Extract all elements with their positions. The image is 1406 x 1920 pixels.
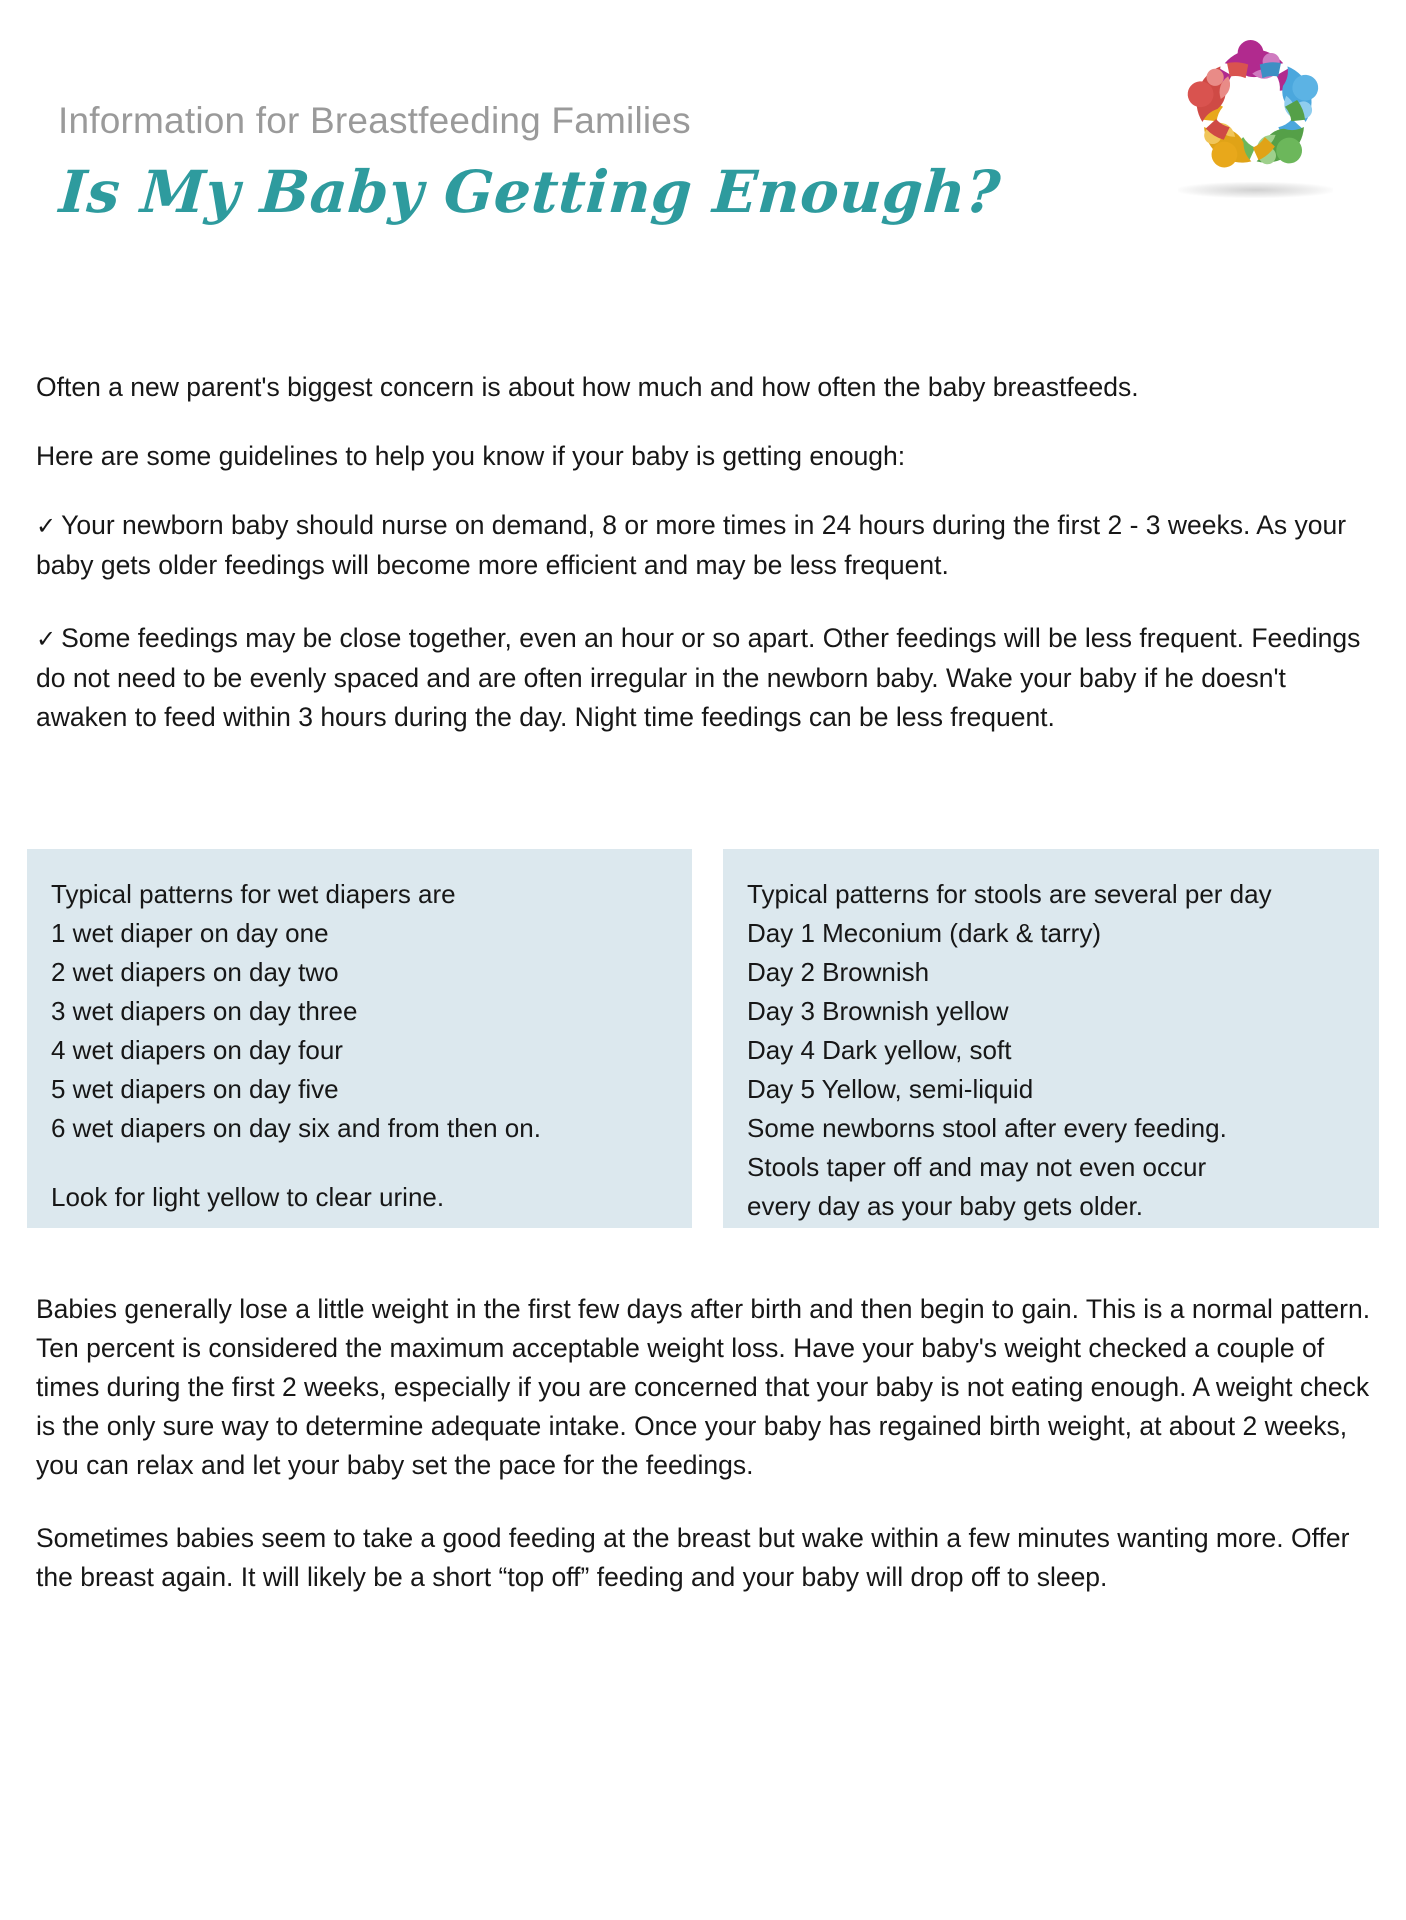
stools-line: Stools taper off and may not even occur — [747, 1152, 1207, 1182]
intro-section — [36, 368, 1376, 737]
checkmark-icon: ✓ — [36, 626, 57, 653]
stools-box — [723, 849, 1379, 1228]
closing-paragraph-1: Babies generally lose a little weight in the first few days after birth and then begin to gain. This is a normal pattern. Ten percent is considered the maximum acceptable weight loss. Have your baby's weight checked a couple of times during the first 2 weeks, especially if you are concerned that your baby is not eating enough. A weight check is the only sure way to determine adequate intake. Once your baby has regained birth weight, at about 2 weeks, you can relax and let your baby set the pace for the feedings. — [36, 1294, 1371, 1480]
bullet-item-2-text: Some feedings may be close together, even an hour or so apart. Other feedings will be less frequent. Feedings do not need to be evenly spaced and are often irregular in the newborn baby. Wake your baby if he doesn't awaken to feed within 3 hours during the day. Night time feedings can be less frequent. — [36, 623, 1361, 732]
intro-paragraph-1: Often a new parent's biggest concern is about how much and how often the baby breastfeeds. — [36, 372, 1139, 402]
stools-line: Some newborns stool after every feeding. — [747, 1113, 1227, 1143]
wet-diapers-line: 2 wet diapers on day two — [51, 957, 339, 987]
stools-line: Day 5 Yellow, semi-liquid — [747, 1074, 1034, 1104]
wet-diapers-line: 5 wet diapers on day five — [51, 1074, 339, 1104]
closing-paragraph-2: Sometimes babies seem to take a good feeding at the breast but wake within a few minutes wanting more. Offer the breast again. It will likely be a short “top off” feeding and your baby will drop off to sleep. — [36, 1523, 1350, 1592]
page-title: Is My Baby Getting Enough? — [57, 158, 1003, 226]
header-kicker: Information for Breastfeeding Families — [58, 100, 691, 141]
bullet-item-1 — [36, 506, 1376, 585]
bullet-item-2 — [36, 619, 1376, 737]
stools-line: Day 1 Meconium (dark & tarry) — [747, 918, 1101, 948]
circle-of-families-logo — [1168, 22, 1340, 194]
closing-section — [36, 1290, 1381, 1597]
bullet-item-1-text: Your newborn baby should nurse on demand, 8 or more times in 24 hours during the first 2 - 3 weeks. As your baby gets older feedings will become more efficient and may be less frequent. — [36, 510, 1347, 580]
intro-paragraph-2: Here are some guidelines to help you know if your baby is getting enough: — [36, 441, 906, 471]
wet-diapers-spacer — [51, 1148, 668, 1178]
stools-line: every day as your baby gets older. — [747, 1191, 1144, 1221]
wet-diapers-footer: Look for light yellow to clear urine. — [51, 1182, 445, 1212]
stools-line: Day 3 Brownish yellow — [747, 996, 1009, 1026]
wet-diapers-line: 4 wet diapers on day four — [51, 1035, 343, 1065]
stools-line: Day 2 Brownish — [747, 957, 930, 987]
wet-diapers-line: 1 wet diaper on day one — [51, 918, 329, 948]
wet-diapers-box — [27, 849, 692, 1228]
stools-line: Day 4 Dark yellow, soft — [747, 1035, 1012, 1065]
wet-diapers-heading: Typical patterns for wet diapers are — [51, 879, 456, 909]
checkmark-icon: ✓ — [36, 513, 57, 540]
stools-heading: Typical patterns for stools are several per day — [747, 879, 1272, 909]
wet-diapers-line: 3 wet diapers on day three — [51, 996, 358, 1026]
wet-diapers-line: 6 wet diapers on day six and from then on. — [51, 1113, 541, 1143]
document-header — [0, 0, 1406, 280]
info-boxes — [27, 849, 1379, 1228]
